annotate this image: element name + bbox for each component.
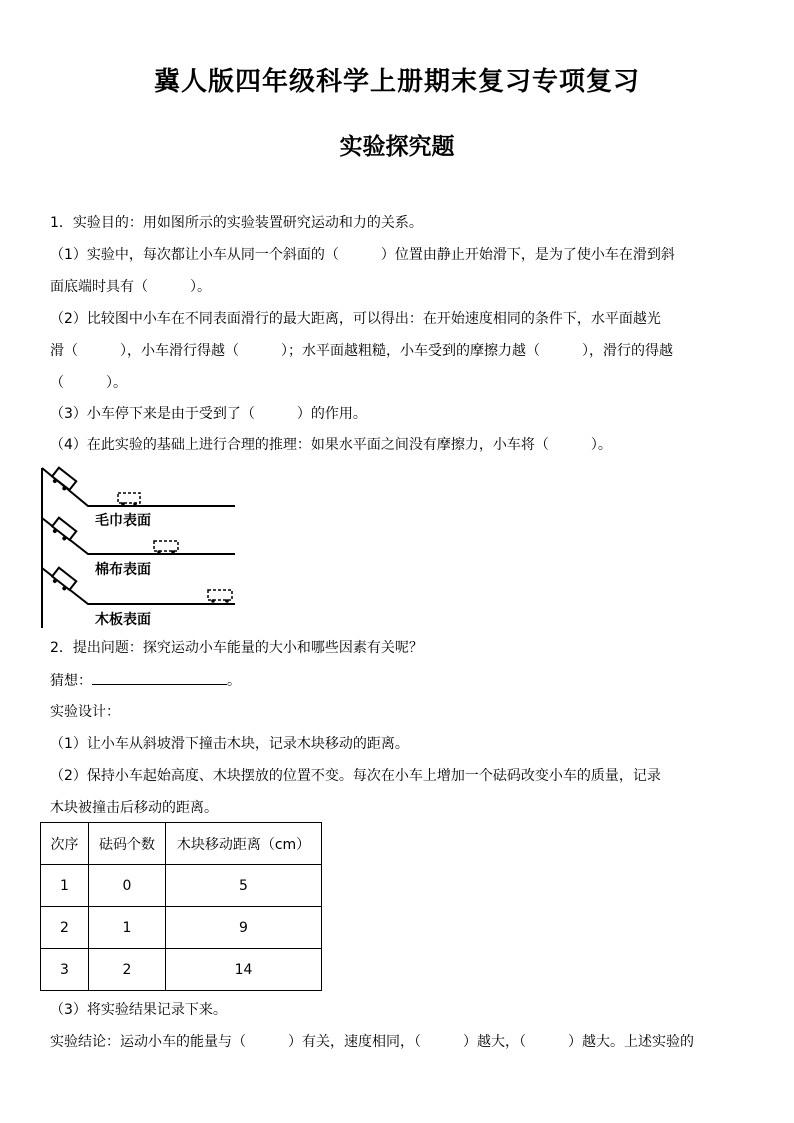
table-header: 木块移动距离（cm）: [166, 823, 322, 865]
results-table: [40, 822, 322, 991]
table-cell: 2: [41, 907, 89, 949]
q2-step2-line1: （2）保持小车起始高度、木块摆放的位置不变。每次在小车上增加一个砝码改变小车的质量，记录: [50, 768, 661, 784]
q2-design-label: 实验设计：: [50, 704, 120, 720]
guess-blank[interactable]: [92, 670, 227, 685]
table-row: [41, 865, 322, 907]
setup-towel: [42, 468, 235, 529]
guess-label: 猜想：: [50, 673, 92, 689]
figure-label-wood: 木板表面: [95, 612, 151, 628]
table-cell: 14: [166, 949, 322, 991]
q1-intro: 1．实验目的：用如图所示的实验装置研究运动和力的关系。: [50, 215, 423, 231]
q2-conclusion: 实验结论：运动小车的能量与（ ）有关，速度相同，（ ）越大，（ ）越大。上述实验的: [50, 1034, 694, 1050]
table-header: 次序: [41, 823, 89, 865]
q2-step2-line2: 木块被撞击后移动的距离。: [50, 800, 218, 816]
table-cell: 1: [41, 865, 89, 907]
table-header: 砝码个数: [89, 823, 166, 865]
q1-part2-line1: （2）比较图中小车在不同表面滑行的最大距离，可以得出：在开始速度相同的条件下，水平面越光: [50, 311, 661, 327]
cart-stop-icon: [208, 590, 232, 603]
cart-start-icon: [50, 518, 77, 543]
cart-stop-icon: [154, 541, 178, 554]
table-cell: 0: [89, 865, 166, 907]
q1-part4: （4）在此实验的基础上进行合理的推理：如果水平面之间没有摩擦力，小车将（ ）。: [50, 437, 612, 453]
q1-part1-line1: （1）实验中，每次都让小车从同一个斜面的（ ）位置由静止开始滑下，是为了使小车在滑到斜: [50, 247, 675, 263]
table-row: [41, 907, 322, 949]
figure-label-towel: 毛巾表面: [95, 513, 151, 529]
table-row: [41, 949, 322, 991]
incline-experiment-figure: [40, 462, 240, 628]
cart-start-icon: [50, 468, 77, 493]
table-cell: 1: [89, 907, 166, 949]
table-cell: 5: [166, 865, 322, 907]
table-cell: 2: [89, 949, 166, 991]
table-header-row: [41, 823, 322, 865]
cart-start-icon: [50, 568, 77, 593]
page-title: 冀人版四年级科学上册期末复习专项复习: [153, 67, 640, 97]
q2-step3: （3）将实验结果记录下来。: [50, 1002, 227, 1018]
table-cell: 3: [41, 949, 89, 991]
q1-part3: （3）小车停下来是由于受到了（ ）的作用。: [50, 406, 367, 422]
q1-part2-line3: （ ）。: [50, 375, 127, 391]
cart-stop-icon: [118, 493, 140, 506]
q1-part1-line2: 面底端时具有（ ）。: [50, 279, 211, 295]
page-subtitle: 实验探究题: [339, 134, 455, 160]
table-cell: 9: [166, 907, 322, 949]
guess-end: 。: [227, 673, 241, 689]
q2-guess: [50, 670, 241, 691]
figure-label-cotton: 棉布表面: [95, 562, 151, 578]
q1-part2-line2: 滑（ ），小车滑行得越（ ）；水平面越粗糙，小车受到的摩擦力越（ ），滑行的得越: [50, 343, 673, 359]
q2-step1: （1）让小车从斜坡滑下撞击木块，记录木块移动的距离。: [50, 736, 409, 752]
q2-intro: 2．提出问题：探究运动小车能量的大小和哪些因素有关呢？: [50, 640, 423, 656]
